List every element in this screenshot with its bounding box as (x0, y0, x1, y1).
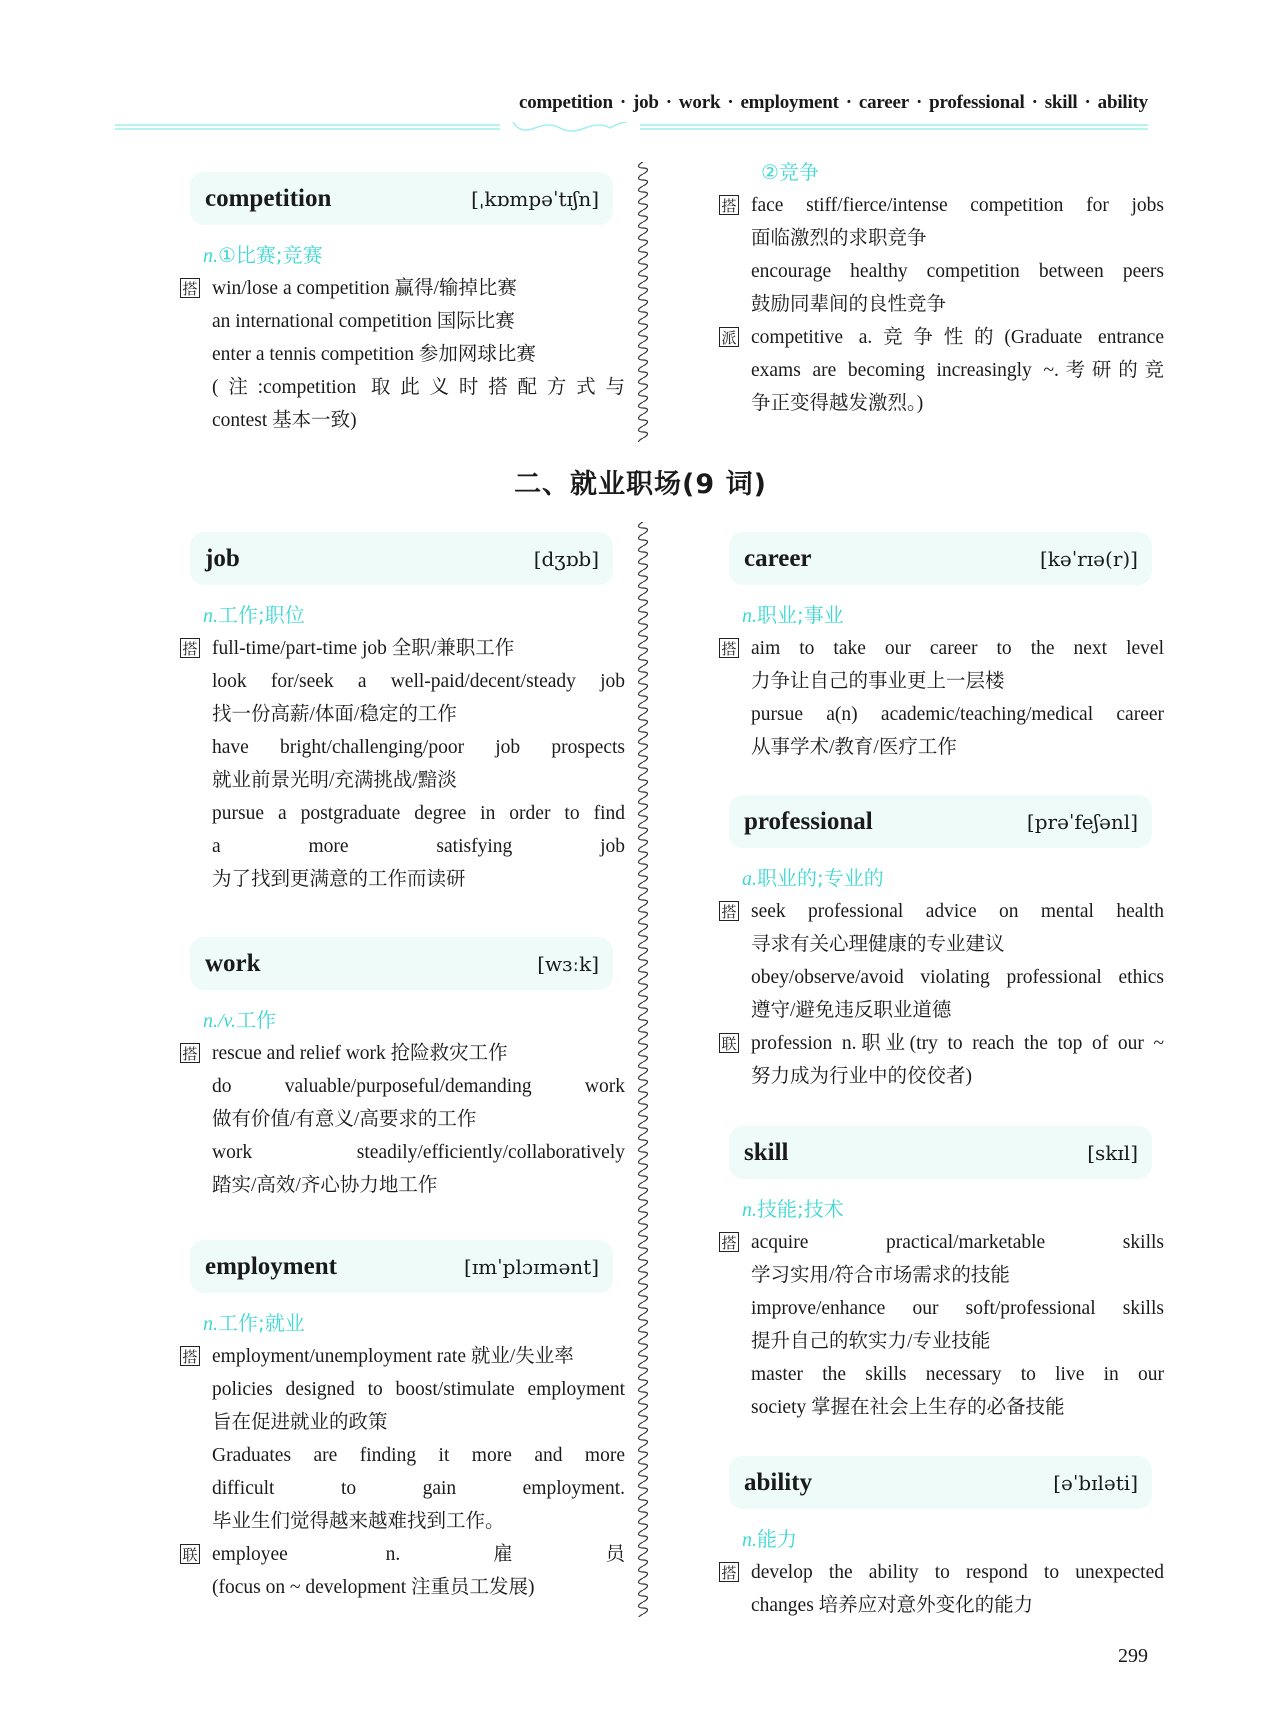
related-tag-icon: 联 (719, 1033, 739, 1053)
entry-competition (180, 172, 625, 437)
running-head-separator: · (1084, 92, 1091, 113)
section-title: 二、就业职场(9 词) (514, 469, 767, 500)
header-rule (115, 122, 1148, 134)
headword-box (190, 1240, 613, 1293)
usage-line: 旨在促进就业的政策 (212, 1412, 388, 1433)
usage-line: 学习实用/符合市场需求的技能 (751, 1265, 1010, 1286)
part-of-speech: n. (203, 605, 218, 627)
usage-line: 找一份高薪/体面/稳定的工作 (212, 704, 457, 725)
usage-line: an international competition 国际比赛 (212, 311, 515, 332)
sense: ①比赛;竞赛 (218, 243, 323, 267)
usage-line: encourage healthy competition between peers (751, 261, 1164, 282)
usage-line: face stiff/fierce/intense competition for jobs (751, 195, 1164, 216)
headword: employment (205, 1252, 337, 1280)
usage-line: 提升自己的软实力/专业技能 (751, 1331, 991, 1352)
usage-lines (751, 895, 1164, 1027)
usage-line: master the skills necessary to live in our (751, 1364, 1164, 1385)
usage-lines (212, 272, 625, 437)
headword: competition (205, 184, 332, 212)
usage-lines (212, 632, 625, 896)
running-head-word: employment (740, 92, 839, 113)
headword: work (205, 949, 261, 977)
sense: 工作;就业 (218, 1311, 305, 1335)
definition (719, 862, 1164, 895)
running-head-word: job (632, 92, 659, 113)
definition (180, 239, 625, 272)
usage-lines (751, 1556, 1164, 1622)
usage-line: 鼓励同辈间的良性竞争 (751, 294, 947, 315)
usage-line: full-time/part-time job 全职/兼职工作 (212, 638, 515, 659)
running-head-word: work (678, 92, 721, 113)
definition (180, 1004, 625, 1037)
collocation-tag-icon: 搭 (180, 1346, 200, 1366)
definition (719, 156, 1164, 189)
usage-group (719, 1226, 1164, 1424)
phonetic: [prəˈfeʃənl] (1026, 809, 1138, 834)
running-head-word: skill (1044, 92, 1078, 113)
collocation-tag-icon: 搭 (719, 1562, 739, 1582)
usage-group (719, 895, 1164, 1027)
usage-line: 面临激烈的求职竞争 (751, 228, 927, 249)
usage-line: seek professional advice on mental health (751, 901, 1164, 922)
running-head-separator: · (665, 92, 672, 113)
usage-line: difficult to gain employment. (212, 1478, 625, 1499)
usage-lines (212, 1538, 625, 1604)
usage-line: improve/enhance our soft/professional skills (751, 1298, 1164, 1319)
usage-line: competitive a.竞争性的(Graduate entrance (751, 327, 1164, 348)
usage-line: 从事学术/教育/医疗工作 (751, 737, 957, 758)
column-divider-top (636, 162, 650, 442)
usage-lines (212, 1340, 625, 1538)
phonetic: [ˌkɒmpəˈtɪʃn] (471, 186, 599, 211)
running-head-word: competition (518, 92, 613, 113)
entry-work (180, 937, 625, 1202)
usage-lines (212, 1037, 625, 1202)
phonetic: [dʒɒb] (533, 546, 599, 571)
part-of-speech: a. (742, 868, 757, 890)
usage-line: do valuable/purposeful/demanding work (212, 1076, 625, 1097)
usage-group (180, 1037, 625, 1202)
sense: ②竞争 (761, 160, 819, 184)
usage-group (180, 1538, 625, 1604)
usage-line: look for/seek a well-paid/decent/steady job (212, 671, 625, 692)
collocation-tag-icon: 搭 (719, 1232, 739, 1252)
usage-line: 力争让自己的事业更上一层楼 (751, 671, 1005, 692)
entry-skill (719, 1126, 1164, 1424)
usage-group (180, 1340, 625, 1538)
usage-line: (注:competition 取此义时搭配方式与 (212, 377, 625, 398)
usage-group (719, 632, 1164, 764)
phonetic: [kəˈrɪə(r)] (1039, 546, 1138, 571)
collocation-tag-icon: 搭 (719, 901, 739, 921)
running-head-word: professional (929, 92, 1025, 113)
headword: ability (744, 1468, 813, 1496)
usage-line: employment/unemployment rate 就业/失业率 (212, 1346, 574, 1367)
usage-line: 努力成为行业中的佼佼者) (751, 1066, 972, 1087)
headword-box (729, 795, 1152, 848)
usage-line: rescue and relief work 抢险救灾工作 (212, 1043, 508, 1064)
headword: professional (744, 807, 873, 835)
definition (719, 1523, 1164, 1556)
usage-group (719, 321, 1164, 420)
definition (719, 1193, 1164, 1226)
usage-line: changes 培养应对意外变化的能力 (751, 1595, 1034, 1616)
usage-line: contest 基本一致) (212, 410, 357, 431)
usage-line: (focus on ~ development 注重员工发展) (212, 1577, 535, 1598)
collocation-tag-icon: 搭 (719, 195, 739, 215)
part-of-speech: n. (742, 1199, 757, 1221)
part-of-speech: n. (742, 605, 757, 627)
usage-line: have bright/challenging/poor job prospects (212, 737, 625, 758)
usage-line: 做有价值/有意义/高要求的工作 (212, 1109, 477, 1130)
usage-line: aim to take our career to the next level (751, 638, 1164, 659)
phonetic: [əˈbɪləti] (1053, 1470, 1138, 1495)
usage-group (180, 632, 625, 896)
entry-job (180, 532, 625, 896)
headword: career (744, 544, 812, 572)
headword-box (729, 1456, 1152, 1509)
running-head (519, 92, 1148, 114)
running-head-word: career (858, 92, 909, 113)
usage-lines (751, 189, 1164, 321)
usage-line: 踏实/高效/齐心协力地工作 (212, 1175, 438, 1196)
usage-line: develop the ability to respond to unexpected (751, 1562, 1164, 1583)
usage-lines (751, 632, 1164, 764)
usage-line: enter a tennis competition 参加网球比赛 (212, 344, 536, 365)
usage-line: employee n.雇员 (212, 1544, 625, 1565)
headword-box (190, 532, 613, 585)
usage-line: policies designed to boost/stimulate employment (212, 1379, 625, 1400)
usage-line: 寻求有关心理健康的专业建议 (751, 934, 1005, 955)
collocation-tag-icon: 搭 (180, 638, 200, 658)
entry-employment (180, 1240, 625, 1604)
sense: 工作 (235, 1008, 276, 1032)
usage-line: 毕业生们觉得越来越难找到工作。 (212, 1511, 505, 1532)
usage-lines (751, 321, 1164, 420)
headword-box (190, 172, 613, 225)
sense: 工作;职位 (218, 603, 305, 627)
phonetic: [ɪmˈplɔɪmənt] (464, 1254, 599, 1279)
usage-lines (751, 1027, 1164, 1093)
definition (180, 1307, 625, 1340)
collocation-tag-icon: 搭 (180, 1043, 200, 1063)
part-of-speech: n. (742, 1529, 757, 1551)
related-tag-icon: 联 (180, 1544, 200, 1564)
headword: skill (744, 1138, 789, 1166)
running-head-separator: · (619, 92, 626, 113)
definition (719, 599, 1164, 632)
entry-professional (719, 795, 1164, 1093)
part-of-speech: n./v. (203, 1010, 236, 1032)
usage-group (719, 1556, 1164, 1622)
usage-line: pursue a postgraduate degree in order to find (212, 803, 625, 824)
entry-competition-continued (719, 156, 1164, 420)
usage-line: Graduates are finding it more and more (212, 1445, 625, 1466)
usage-group (719, 189, 1164, 321)
usage-line: win/lose a competition 赢得/输掉比赛 (212, 278, 517, 299)
phonetic: [skɪl] (1087, 1140, 1138, 1165)
usage-line: society 掌握在社会上生存的必备技能 (751, 1397, 1065, 1418)
usage-line: exams are becoming increasingly ~.考研的竞 (751, 360, 1164, 381)
phonetic: [wɜːk] (537, 951, 599, 976)
entry-career (719, 532, 1164, 764)
sense: 技能;技术 (757, 1197, 844, 1221)
collocation-tag-icon: 搭 (180, 278, 200, 298)
running-head-separator: · (727, 92, 734, 113)
part-of-speech: n. (203, 1313, 218, 1335)
usage-line: 遵守/避免违反职业道德 (751, 1000, 952, 1021)
usage-line: profession n.职业(try to reach the top of our ~ (751, 1033, 1164, 1054)
usage-lines (751, 1226, 1164, 1424)
headword-box (729, 1126, 1152, 1179)
usage-line: pursue a(n) academic/teaching/medical career (751, 704, 1164, 725)
collocation-tag-icon: 搭 (719, 638, 739, 658)
part-of-speech: n. (203, 245, 218, 267)
usage-group (719, 1027, 1164, 1093)
running-head-word: ability (1097, 92, 1148, 113)
usage-line: 为了找到更满意的工作而读研 (212, 869, 466, 890)
headword-box (729, 532, 1152, 585)
headword: job (205, 544, 240, 572)
headword-box (190, 937, 613, 990)
sense: 能力 (757, 1527, 797, 1551)
usage-line: 争正变得越发激烈。) (751, 393, 924, 414)
usage-line: acquire practical/marketable skills (751, 1232, 1164, 1253)
column-divider-bottom (636, 522, 650, 1617)
usage-line: obey/observe/avoid violating professional ethics (751, 967, 1164, 988)
derivative-tag-icon: 派 (719, 327, 739, 347)
usage-line: 就业前景光明/充满挑战/黯淡 (212, 770, 457, 791)
page-number: 299 (1118, 1645, 1148, 1667)
running-head-separator: · (1031, 92, 1038, 113)
running-head-separator: · (915, 92, 923, 113)
definition (180, 599, 625, 632)
sense: 职业;事业 (757, 603, 844, 627)
sense: 职业的;专业的 (757, 866, 884, 890)
running-head-separator: · (845, 92, 852, 113)
usage-group (180, 272, 625, 437)
usage-line: work steadily/efficiently/collaboratively (212, 1142, 625, 1163)
entry-ability (719, 1456, 1164, 1622)
usage-line: a more satisfying job (212, 836, 625, 857)
